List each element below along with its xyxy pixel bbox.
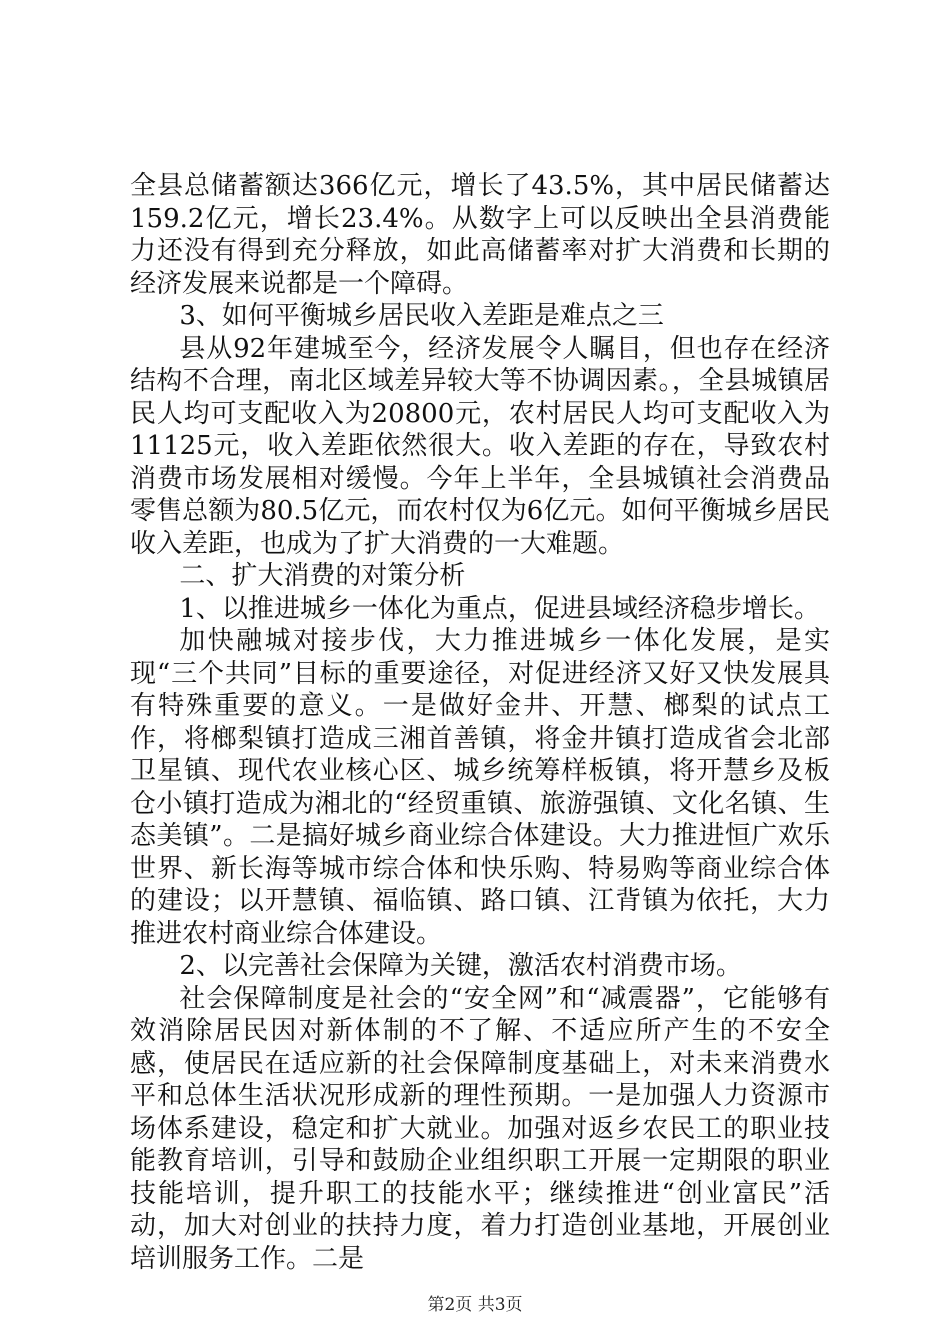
paragraph-income-gap: 县从92年建城至今，经济发展令人瞩目，但也存在经济结构不合理，南北区域差异较大等不协调因素。，全县城镇居民人均可支配收入为20800元，农村居民人均可支配收入为11125元，收入差距依然很大。收入差距的存在，导致农村消费市场发展相对缓慢。今年上半年，全县城镇社会消费品零售总额为80.5亿元，而农村仅为6亿元。如何平衡城乡居民收入差距，也成为了扩大消费的一大难题。: [130, 333, 830, 559]
page-footer: 第2页 共3页: [427, 1295, 523, 1315]
heading-difficulty-3: 3、如何平衡城乡居民收入差距是难点之三: [179, 301, 664, 331]
document-body: [130, 170, 830, 1275]
heading-measure-2: 2、以完善社会保障为关键，激活农村消费市场。: [179, 951, 742, 981]
paragraph-savings: 全县总储蓄额达366亿元，增长了43.5%，其中居民储蓄达159.2亿元，增长23.4%。从数字上可以反映出全县消费能力还没有得到充分释放，如此高储蓄率对扩大消费和长期的经济发展来说都是一个障碍。: [130, 171, 830, 299]
heading-section-2: 二、扩大消费的对策分析: [179, 561, 466, 591]
heading-measure-1: 1、以推进城乡一体化为重点，促进县域经济稳步增长。: [179, 593, 820, 624]
paragraph-social-security: 社会保障制度是社会的“安全网”和“减震器”，它能够有效消除居民因对新体制的不了解、不适应所产生的不安全感，使居民在适应新的社会保障制度基础上，对未来消费水平和总体生活状况形成新的理性预期。一是加强人力资源市场体系建设，稳定和扩大就业。加强对返乡农民工的职业技能教育培训，引导和鼓励企业组织职工开展一定期限的职业技能培训，提升职工的技能水平；继续推进“创业富民”活动，加大对创业的扶持力度，着力打造创业基地，开展创业培训服务工作。二是: [130, 983, 830, 1274]
paragraph-urban-rural: 加快融城对接步伐，大力推进城乡一体化发展，是实现“三个共同”目标的重要途径，对促进经济又好又快发展具有特殊重要的意义。一是做好金井、开慧、榔梨的试点工作，将榔梨镇打造成三湘首善镇，将金井镇打造成省会北部卫星镇、现代农业核心区、城乡统筹样板镇，将开慧乡及板仓小镇打造成为湘北的“经贸重镇、旅游强镇、文化名镇、生态美镇”。二是搞好城乡商业综合体建设。大力推进恒广欢乐世界、新长海等城市综合体和快乐购、特易购等商业综合体的建设；以开慧镇、福临镇、路口镇、江背镇为依托，大力推进农村商业综合体建设。: [130, 626, 830, 949]
